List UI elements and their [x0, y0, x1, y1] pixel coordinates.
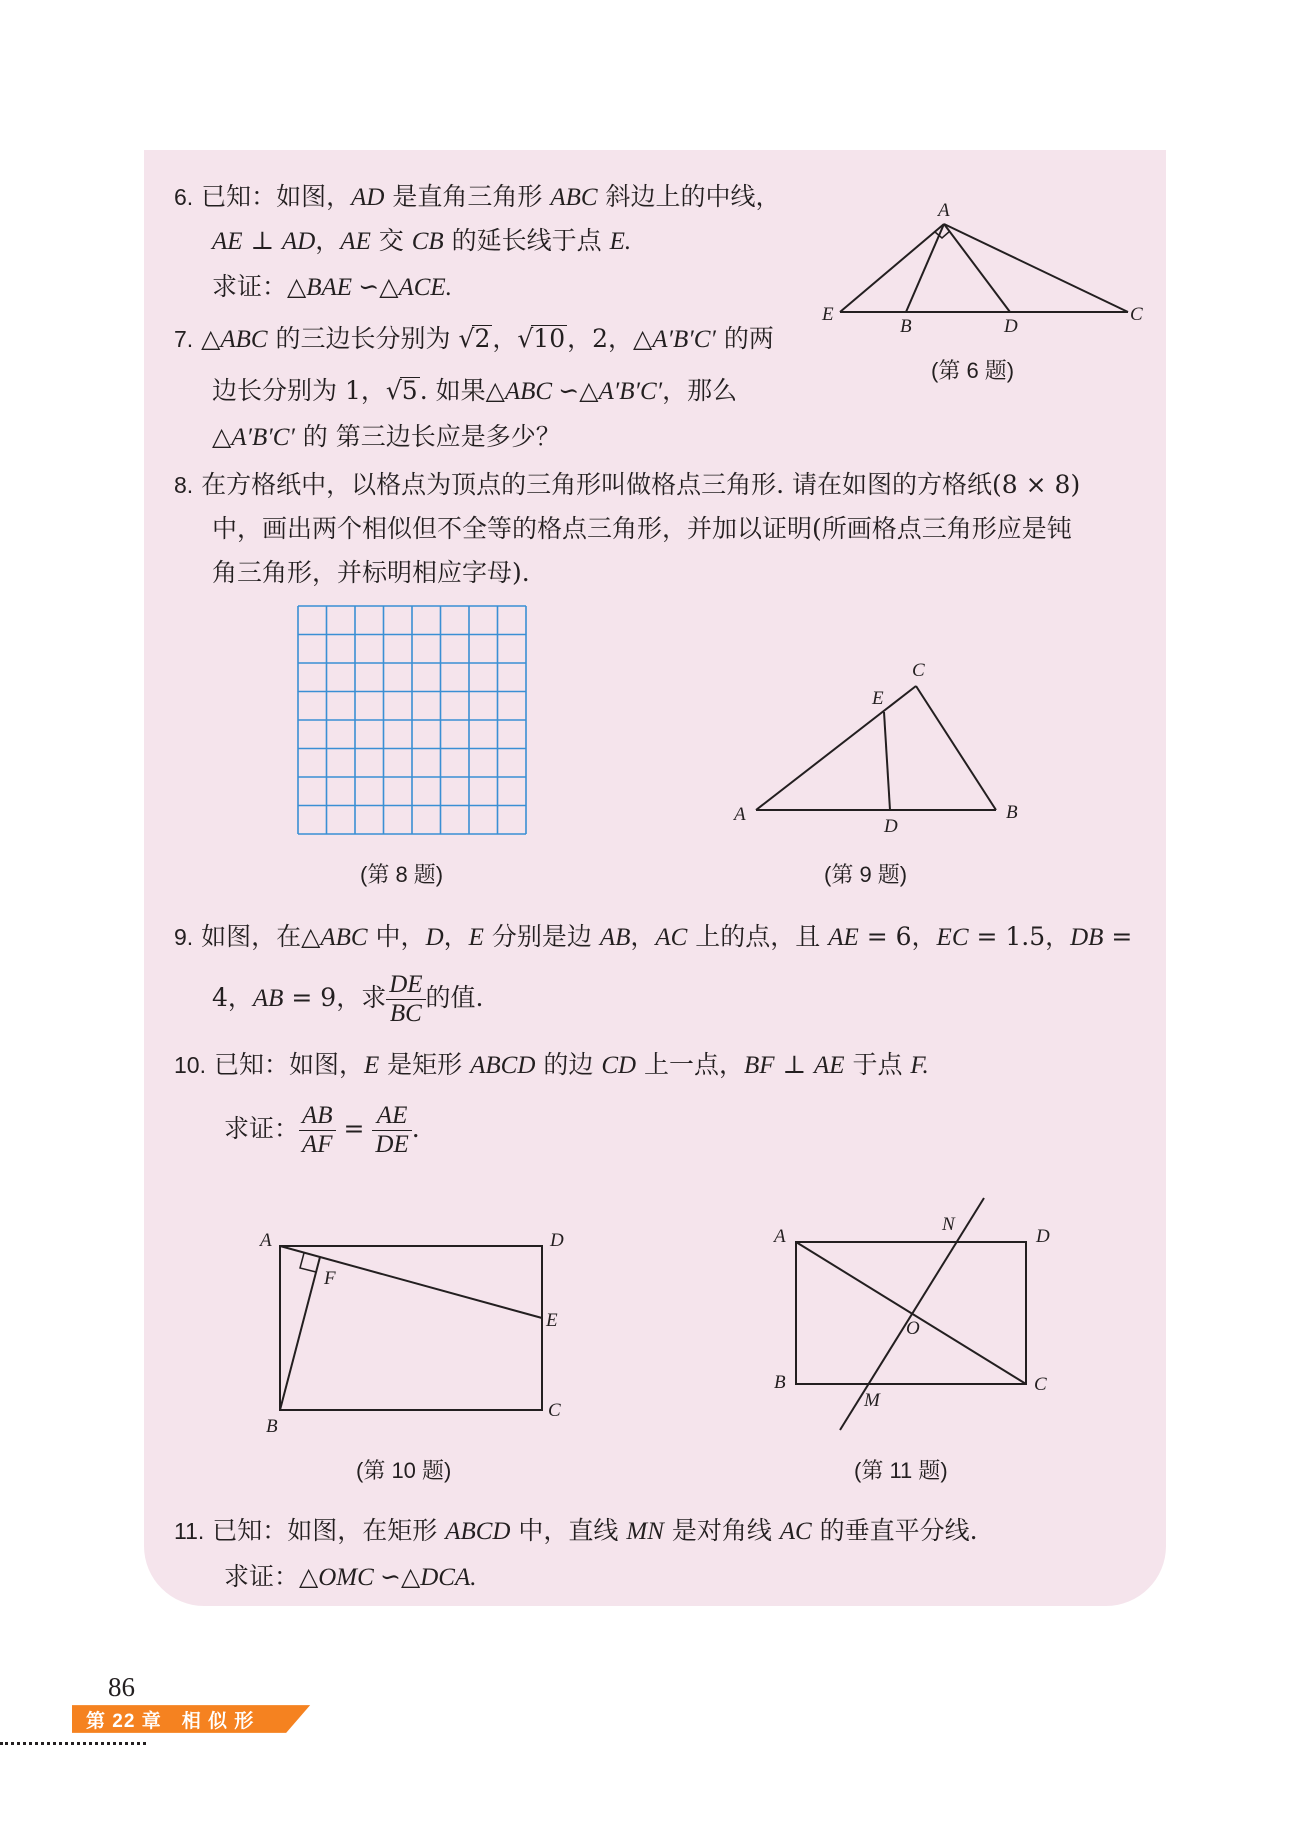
caption-fig9: (第 9 题)	[824, 862, 908, 887]
fig9-label-C: C	[912, 660, 925, 681]
q6-line1: 6. 已知：如图，AD 是直角三角形 ABC 斜边上的中线，	[174, 182, 781, 211]
fig6-label-C: C	[1130, 304, 1143, 325]
fig9-line-CB	[916, 686, 996, 810]
fig11-line-MN	[840, 1198, 984, 1430]
fig9-label-D: D	[884, 816, 898, 837]
fig10-label-C: C	[548, 1400, 561, 1421]
figure-9	[730, 660, 1040, 840]
footer-dotted-rule	[0, 1742, 146, 1745]
q8-line1: 8. 在方格纸中，以格点为顶点的三角形叫做格点三角形. 请在如图的方格纸(8 × 8)	[174, 470, 1081, 499]
fig6-line-AE	[840, 224, 944, 312]
fig10-label-B: B	[266, 1416, 278, 1437]
fig9-label-E: E	[872, 688, 884, 709]
figure-10	[258, 1226, 578, 1436]
fig6-right-angle	[935, 231, 950, 238]
fig11-label-C: C	[1034, 1374, 1047, 1395]
fig11-label-D: D	[1036, 1226, 1050, 1247]
fig11-label-O: O	[906, 1318, 920, 1339]
caption-fig11: (第 11 题)	[854, 1458, 948, 1483]
caption-fig8: (第 8 题)	[360, 862, 444, 887]
q7-line1: 7. △ABC 的三边长分别为 √2，√10，2，△A′B′C′ 的两	[174, 324, 774, 353]
q7-line2: 边长分别为 1，√5. 如果△ABC ∽△A′B′C′，那么	[212, 376, 738, 405]
q9-line2: 4，AB = 9，求 $\frac{DE}{BC}$ 的值.	[212, 971, 484, 1027]
fig9-line-AC	[756, 686, 916, 810]
q8-line2: 中，画出两个相似但不全等的格点三角形，并加以证明(所画格点三角形应是钝	[212, 514, 1072, 543]
fig11-label-N: N	[942, 1214, 955, 1235]
figure-8-grid	[296, 604, 528, 834]
q9-fraction: $\frac{DE}{BC}$	[386, 971, 425, 1028]
fig10-line-BF	[280, 1257, 320, 1410]
fig10-label-E: E	[546, 1310, 558, 1331]
fig6-line-AB	[906, 224, 944, 312]
fig10-label-F: F	[324, 1268, 336, 1289]
q11-line1: 11. 已知：如图，在矩形 ABCD 中，直线 MN 是对角线 AC 的垂直平分线.	[174, 1516, 978, 1545]
fig6-label-E: E	[822, 304, 834, 325]
fig11-line-AC	[796, 1242, 1026, 1384]
q7-line3: △A′B′C′ 的 第三边长应是多少？	[212, 422, 561, 451]
fig11-label-B: B	[774, 1372, 786, 1393]
fig10-label-A: A	[260, 1230, 272, 1251]
fig6-label-B: B	[900, 316, 912, 337]
fig6-line-AD	[944, 224, 1010, 312]
figure-11	[766, 1196, 1076, 1436]
q10-line2: 求证： $\frac{AB}{AF}$ = $\frac{AE}{DE}$ .	[224, 1102, 420, 1158]
caption-fig6: (第 6 题)	[931, 358, 1015, 383]
q8-line3: 角三角形，并标明相应字母).	[212, 558, 530, 587]
figure-6	[820, 200, 1143, 337]
fig10-line-AE	[280, 1246, 542, 1318]
q11-line2: 求证：△OMC ∽△DCA.	[224, 1562, 477, 1591]
q6-line2: AE ⊥ AD，AE 交 CB 的延长线于点 E.	[212, 226, 632, 255]
chapter-title: 第 22 章 相 似 形	[86, 1711, 255, 1732]
caption-fig10: (第 10 题)	[356, 1458, 452, 1483]
fig9-line-DE	[884, 712, 890, 810]
fig11-label-M: M	[864, 1390, 880, 1411]
fig6-line-AC	[944, 224, 1128, 312]
fig11-label-A: A	[774, 1226, 786, 1247]
fig6-label-A: A	[938, 200, 950, 221]
fig6-label-D: D	[1004, 316, 1018, 337]
fig9-label-B: B	[1006, 802, 1018, 823]
q9-line1: 9. 如图，在△ABC 中，D，E 分别是边 AB，AC 上的点，且 AE = 6，EC = 1.5，DB =	[174, 922, 1133, 951]
page-number: 86	[108, 1672, 135, 1702]
q6-line3: 求证：△BAE ∽△ACE.	[212, 272, 452, 301]
fig9-label-A: A	[734, 804, 746, 825]
fig10-label-D: D	[550, 1230, 564, 1251]
q10-line1: 10. 已知：如图，E 是矩形 ABCD 的边 CD 上一点，BF ⊥ AE 于点 F.	[174, 1050, 929, 1079]
fig10-rect-ABCD	[280, 1246, 542, 1410]
